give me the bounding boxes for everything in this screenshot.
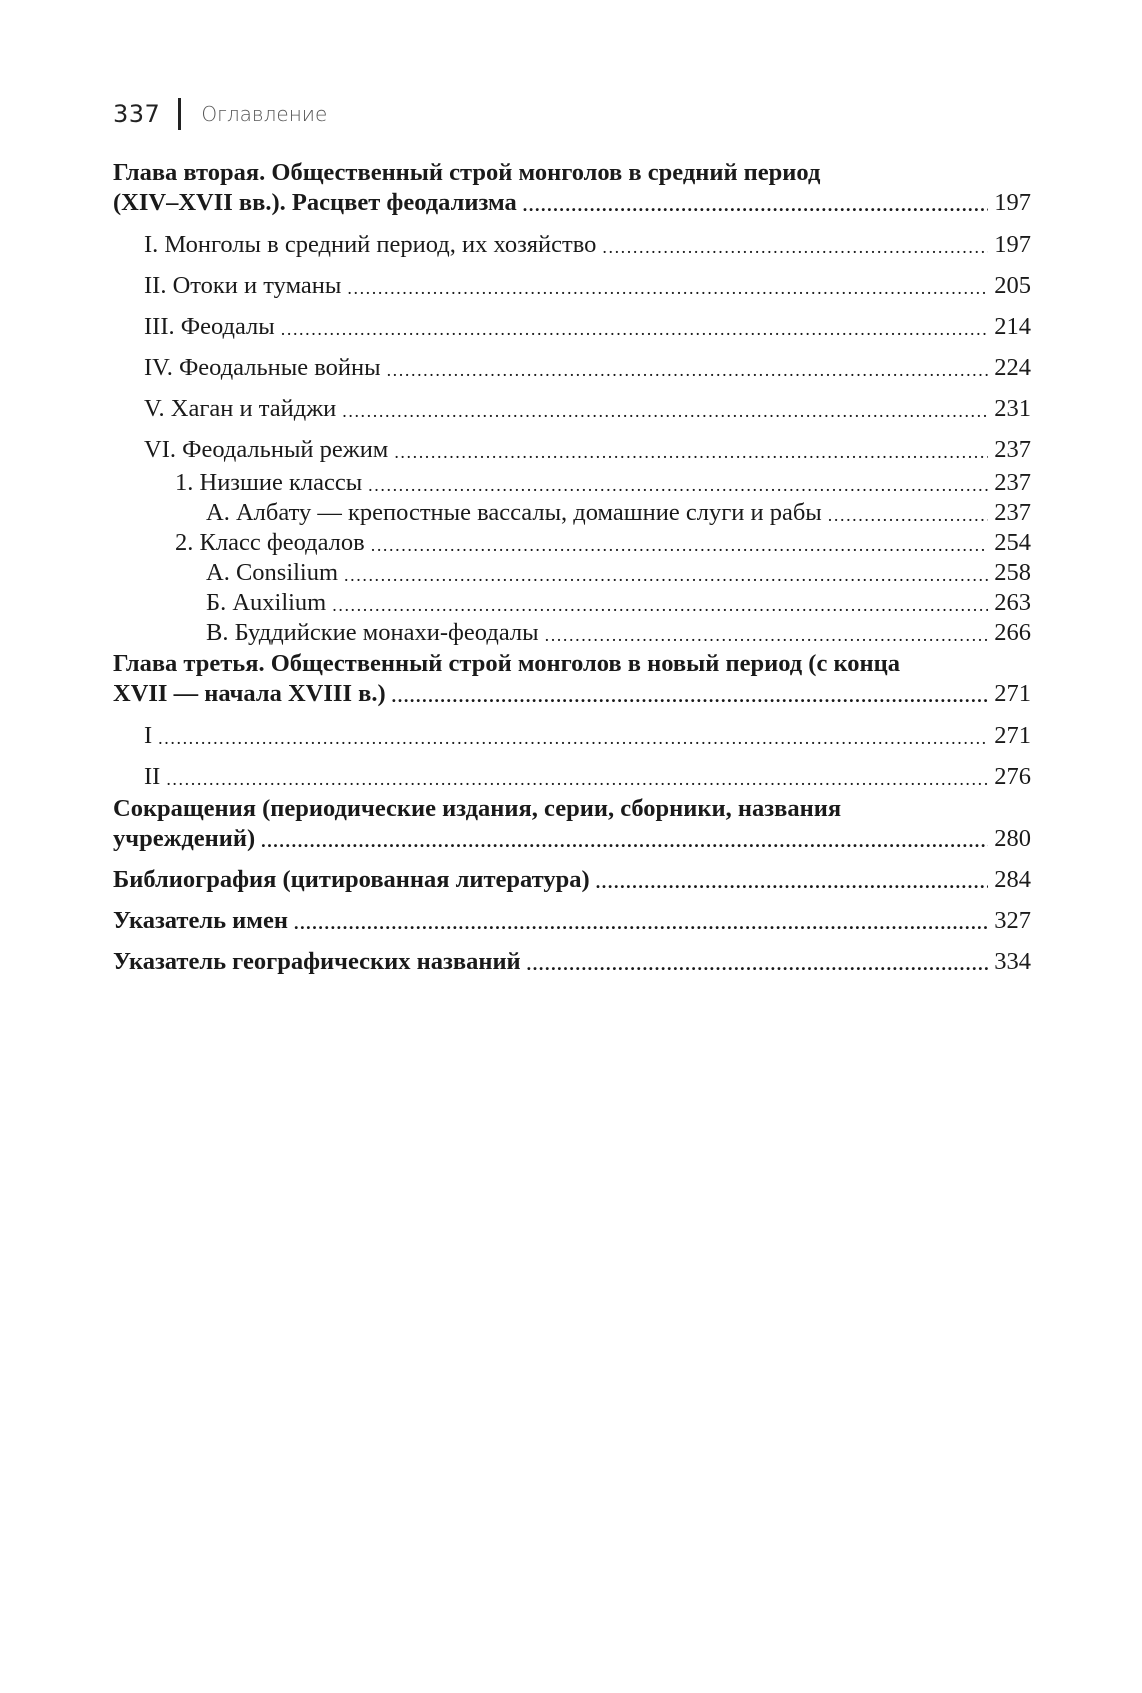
toc-entry-title-line1: Глава третья. Общественный строй монголов в новый период (с конца <box>113 650 900 677</box>
dot-leader <box>392 681 989 711</box>
toc-entry-page: 266 <box>994 619 1031 646</box>
toc-entry-page: 258 <box>994 559 1031 586</box>
toc-entry-title: Указатель географических названий <box>113 948 521 975</box>
toc-entry-title: VI. Феодальный режим <box>144 436 389 463</box>
toc-entry <box>113 559 1031 588</box>
toc-entry-title: А. Албату — крепостные вассалы, домашние слуги и рабы <box>206 499 822 526</box>
toc-entry-page: 237 <box>994 499 1031 526</box>
dot-leader <box>261 826 988 856</box>
toc-entry <box>113 721 1031 752</box>
section-title: Оглавление <box>201 102 328 126</box>
dot-leader <box>342 396 988 426</box>
dot-leader <box>527 949 989 979</box>
toc-entry-title: III. Феодалы <box>144 313 275 340</box>
toc-entry <box>113 499 1031 528</box>
dot-leader <box>371 531 989 559</box>
toc-entry-title: I. Монголы в средний период, их хозяйство <box>144 231 597 258</box>
dot-leader <box>602 232 988 262</box>
toc-entry <box>113 312 1031 343</box>
toc-entry-title: V. Хаган и тайджи <box>144 395 337 422</box>
dot-leader <box>387 355 989 385</box>
toc-entry-title: II <box>144 763 161 790</box>
toc-entry-chapter-3 <box>113 649 1031 710</box>
toc-entry <box>113 589 1031 618</box>
toc-entry-title: 1. Низшие классы <box>175 469 363 496</box>
toc-entry-title: XVII — начала XVIII в.) <box>113 680 386 707</box>
toc-entry-title: II. Отоки и туманы <box>144 272 342 299</box>
running-header <box>113 98 327 130</box>
toc-entry-page: 271 <box>994 680 1031 707</box>
dot-leader <box>523 190 989 220</box>
toc-entry-page: 237 <box>994 436 1031 463</box>
dot-leader <box>281 314 989 344</box>
toc-entry <box>113 469 1031 498</box>
toc-entry-title: учреждений) <box>113 825 256 852</box>
dot-leader <box>158 723 988 753</box>
toc-entry <box>113 619 1031 648</box>
toc-entry-title: Б. Auxilium <box>206 589 327 616</box>
toc-entry-geo-index <box>113 947 1031 978</box>
toc-entry-chapter-2 <box>113 158 1031 219</box>
toc-entry-page: 197 <box>994 189 1031 216</box>
header-divider <box>178 98 181 130</box>
toc-entry <box>113 529 1031 558</box>
toc-entry-title: А. Consilium <box>206 559 339 586</box>
toc-entry-page: 231 <box>994 395 1031 422</box>
toc-entry-title: Библиография (цитированная литература) <box>113 866 590 893</box>
toc-entry-title: (XIV–XVII вв.). Расцвет феодализма <box>113 189 517 216</box>
toc-entry-page: 224 <box>994 354 1031 381</box>
toc-entry <box>113 271 1031 302</box>
toc-entry-page: 205 <box>994 272 1031 299</box>
toc-entry-page: 237 <box>994 469 1031 496</box>
dot-leader <box>332 591 988 619</box>
toc-entry-page: 271 <box>994 722 1031 749</box>
toc-entry <box>113 762 1031 793</box>
toc-entry-title: I <box>144 722 153 749</box>
dot-leader <box>545 621 989 649</box>
table-of-contents <box>113 158 1031 978</box>
toc-entry-page: 334 <box>994 948 1031 975</box>
dot-leader <box>368 471 988 499</box>
toc-entry-page: 276 <box>994 763 1031 790</box>
dot-leader <box>344 561 988 589</box>
toc-entry-title-line1: Глава вторая. Общественный строй монголов в средний период <box>113 159 821 186</box>
toc-entry <box>113 230 1031 261</box>
toc-entry-title-line1: Сокращения (периодические издания, серии, сборники, названия <box>113 795 842 822</box>
toc-entry-page: 197 <box>994 231 1031 258</box>
toc-entry-page: 214 <box>994 313 1031 340</box>
dot-leader <box>394 437 988 467</box>
toc-entry-title: Указатель имен <box>113 907 288 934</box>
toc-entry <box>113 353 1031 384</box>
toc-entry-page: 327 <box>994 907 1031 934</box>
toc-entry-name-index <box>113 906 1031 937</box>
toc-entry-page: 280 <box>994 825 1031 852</box>
toc-entry-title: 2. Класс феодалов <box>175 529 365 556</box>
toc-entry-page: 254 <box>994 529 1031 556</box>
toc-entry-title: В. Буддийские монахи-феодалы <box>206 619 539 646</box>
dot-leader <box>828 501 988 529</box>
toc-entry-page: 263 <box>994 589 1031 616</box>
dot-leader <box>166 764 988 794</box>
page-number: 337 <box>113 100 161 128</box>
toc-entry <box>113 435 1031 466</box>
dot-leader <box>596 867 989 897</box>
toc-entry <box>113 394 1031 425</box>
dot-leader <box>294 908 988 938</box>
toc-entry-bibliography <box>113 865 1031 896</box>
toc-entry-abbreviations <box>113 794 1031 855</box>
toc-entry-title: IV. Феодальные войны <box>144 354 381 381</box>
dot-leader <box>347 273 988 303</box>
toc-entry-page: 284 <box>994 866 1031 893</box>
